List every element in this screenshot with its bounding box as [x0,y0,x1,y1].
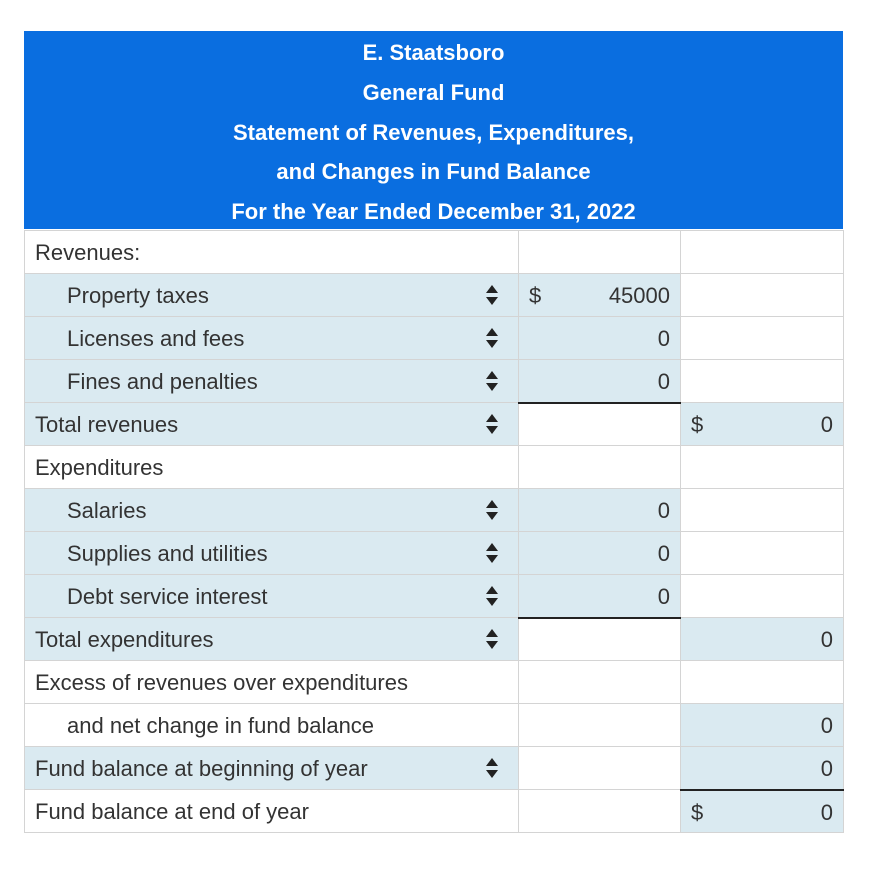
total-expenditures-value: 0 [820,627,833,652]
debt-service-interest-value: 0 [657,584,670,609]
licenses-fees-label: Licenses and fees [67,326,245,351]
supplies-utilities-value: 0 [657,541,670,566]
total-revenues-input[interactable] [681,403,844,446]
up-down-arrows-icon [486,414,498,435]
excess-line2-col1 [519,704,681,747]
fines-penalties-select[interactable] [25,360,519,403]
fund-balance-begin-col1 [519,747,681,790]
dollar-sign: $ [529,283,542,308]
revenues-heading-col2 [681,231,844,274]
net-change-value: 0 [820,713,833,738]
total-revenues-col1 [519,403,681,446]
fund-balance-end-label: Fund balance at end of year [25,790,519,833]
row-licenses-fees [25,317,844,360]
fund-balance-begin-label: Fund balance at beginning of year [35,756,368,781]
licenses-fees-input[interactable] [519,317,681,360]
entity-name: E. Staatsboro [362,40,505,65]
row-excess-line1 [25,661,844,704]
statement-title-line2: and Changes in Fund Balance [276,159,591,184]
up-down-arrows-icon [486,629,498,650]
dollar-sign: $ [691,412,704,437]
salaries-select[interactable] [25,489,519,532]
supplies-utilities-col2 [681,532,844,575]
total-expenditures-input[interactable] [681,618,844,661]
up-down-arrows-icon [486,371,498,392]
total-revenues-select[interactable] [25,403,519,446]
statement-title-line1: Statement of Revenues, Expenditures, [233,120,634,145]
financial-statement [24,31,843,825]
statement-table [24,230,844,833]
dollar-sign: $ [691,799,704,825]
supplies-utilities-label: Supplies and utilities [67,541,268,566]
up-down-arrows-icon [486,285,498,306]
statement-period: For the Year Ended December 31, 2022 [231,199,636,224]
excess-line1-col1 [519,661,681,704]
property-taxes-col2 [681,274,844,317]
fines-penalties-col2 [681,360,844,403]
expenditures-heading-col1 [519,446,681,489]
debt-service-interest-label: Debt service interest [67,584,268,609]
row-salaries [25,489,844,532]
fund-balance-begin-value: 0 [820,756,833,781]
up-down-arrows-icon [486,328,498,349]
salaries-label: Salaries [67,498,147,523]
revenues-heading-label: Revenues: [25,231,519,274]
property-taxes-select[interactable] [25,274,519,317]
debt-service-interest-col2 [681,575,844,618]
supplies-utilities-select[interactable] [25,532,519,575]
total-expenditures-label: Total expenditures [35,627,214,652]
row-debt-service-interest [25,575,844,618]
fund-balance-end-value: 0 [820,799,833,825]
row-excess-line2 [25,704,844,747]
row-fund-balance-end [25,790,844,833]
property-taxes-value: 45000 [608,283,670,308]
fund-balance-end-col1 [519,790,681,833]
row-property-taxes [25,274,844,317]
fines-penalties-input[interactable] [519,360,681,403]
total-revenues-label: Total revenues [35,412,179,437]
row-total-expenditures [25,618,844,661]
up-down-arrows-icon [486,586,498,607]
debt-service-interest-input[interactable] [519,575,681,618]
total-revenues-value: 0 [820,412,833,437]
salaries-value: 0 [657,498,670,523]
salaries-col2 [681,489,844,532]
expenditures-heading-col2 [681,446,844,489]
fund-balance-begin-input[interactable] [681,747,844,790]
row-total-revenues [25,403,844,446]
statement-header [24,31,843,229]
fines-penalties-label: Fines and penalties [67,369,258,394]
salaries-input[interactable] [519,489,681,532]
property-taxes-label: Property taxes [67,283,209,308]
up-down-arrows-icon [486,500,498,521]
fund-balance-begin-select[interactable] [25,747,519,790]
total-expenditures-col1 [519,618,681,661]
net-change-input[interactable] [681,704,844,747]
property-taxes-input[interactable] [519,274,681,317]
row-supplies-utilities [25,532,844,575]
row-expenditures-heading [25,446,844,489]
fines-penalties-value: 0 [657,369,670,394]
row-fines-penalties [25,360,844,403]
row-revenues-heading [25,231,844,274]
excess-label-line1: Excess of revenues over expenditures [25,661,519,704]
up-down-arrows-icon [486,758,498,779]
expenditures-heading-label: Expenditures [25,446,519,489]
fund-balance-end-input[interactable] [681,790,844,833]
total-expenditures-select[interactable] [25,618,519,661]
excess-label-line2: and net change in fund balance [25,704,519,747]
revenues-heading-col1 [519,231,681,274]
fund-name: General Fund [362,80,505,105]
licenses-fees-col2 [681,317,844,360]
debt-service-interest-select[interactable] [25,575,519,618]
up-down-arrows-icon [486,543,498,564]
excess-line1-col2 [681,661,844,704]
licenses-fees-select[interactable] [25,317,519,360]
licenses-fees-value: 0 [657,326,670,351]
row-fund-balance-begin [25,747,844,790]
supplies-utilities-input[interactable] [519,532,681,575]
